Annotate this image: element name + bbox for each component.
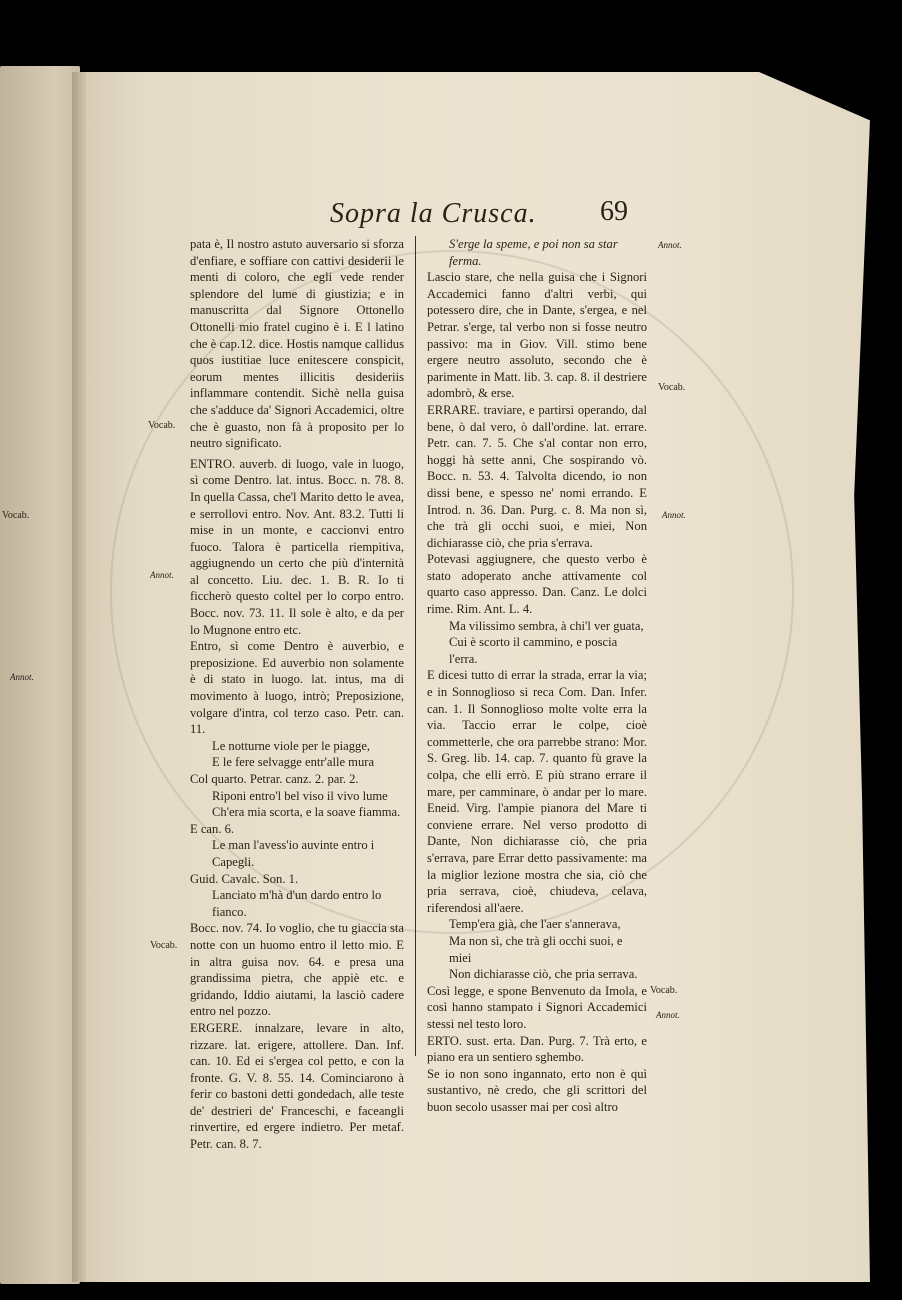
paragraph: Così legge, e spone Benvenuto da Imola, e così hanno stampato i Signori Accademici stessi nel testo loro. <box>427 983 647 1031</box>
page-gutter <box>72 72 86 1282</box>
verse-line: Cui è scorto il cammino, e poscia l'erra. <box>449 635 618 666</box>
margin-note: Annot. <box>10 672 34 682</box>
running-title: Sopra la Crusca. <box>330 198 537 229</box>
paragraph: ERRARE. traviare, e partirsi operando, dal bene, ò dal vero, ò dall'ordine. lat. errare. Petr. can. 7. 5. Che s'al contar non erro, hoggi hà sette anni, Che sospirando vò. Bocc. n. 53. 4. Talvolta dicendo, io non dissi bene, e spesso ne' nomi errando. E Introd. n. 36. Dan. Purg. c. 8. Ma non sì, che trà gli occhi suoi, e miei, Non dichiarasse ciò, che pria s'errava. <box>427 402 647 550</box>
left-column <box>190 236 404 1153</box>
margin-note: Vocab. <box>650 985 678 996</box>
margin-note: Annot. <box>150 570 174 580</box>
paragraph: Lascio stare, che nella guisa che i Signori Accademici fanno d'altri verbi, qui potessero dire, che in Dante, s'ergea, e nel Petrar. s'erge, tal verbo non si fosse neutro passivo: ma in Giov. Vill. stimo bene ergere neutro assoluto, secondo che è parimente in Matt. lib. 3. cap. 8. il destriere adombrò, & erse. <box>427 270 647 401</box>
verse-line: Ma non sì, che trà gli occhi suoi, e miei <box>449 933 623 965</box>
margin-note: Vocab. <box>148 420 176 431</box>
margin-note: Vocab. <box>658 382 686 393</box>
verse-line: S'erge la speme, e poi non sa star ferma. <box>449 237 618 268</box>
margin-note: Annot. <box>656 1010 680 1020</box>
page-number: 69 <box>600 196 628 227</box>
verse-line: E le fere selvagge entr'alle mura <box>212 755 375 770</box>
paragraph: ENTRO. auverb. di luogo, vale in luogo, sì come Dentro. lat. intus. Bocc. n. 78. 8. In quella Cassa, che'l Marito detto le avea, e serrollovi entro. Nov. Ant. 83.2. Tutti li mise in un monte, e caccionvi entro fuoco. Talora è particella riempitiva, aggiugnendo un certo che più d'internità al concetto. Liu. dec. 1. B. R. Io ti ficcherò questo coltel per lo corpo entro. Bocc. nov. 73. 11. Il sole è alto, e da per lo Mugnone entro etc. <box>190 456 404 637</box>
margin-note: Annot. <box>662 510 686 520</box>
paragraph: Potevasi aggiugnere, che questo verbo è stato adoperato anche attivamente col quarto caso appresso. Dan. Canz. Le dolci rime. Rim. Ant. L. 4. <box>427 552 647 617</box>
paragraph: ERTO. sust. erta. Dan. Purg. 7. Trà erto, e piano era un sentiero sghembo. <box>427 1033 647 1065</box>
paragraph: E dicesi tutto di errar la strada, errar la via; e in Sonnoglioso si reca Com. Dan. Infer. can. 1. Il Sonnoglioso molte volte erra la via. Taccio errar le colpe, cioè commetterle, che ora parrebbe strano: Mor. S. Greg. lib. 14. cap. 7. quanto fù grave la colpa, che elli errò. E più strano errare il mare, per camminare, ò andar per lo mare. Eneid. Virg. l'ampie pianora del Mare ti conviene errare. Nel verso prodotto di Dante, Non dichiarasse ciò, che pria s'errava, pare Errar detto passivamente: ma la miglior lezione mostra che sia, ciò che pria serrava, cioè, chiudeva, celava, riferendosi all'aere. <box>427 668 647 915</box>
verse-line: Non dichiarasse ciò, che pria serrava. <box>449 967 638 982</box>
paragraph: Col quarto. Petrar. canz. 2. par. 2. <box>190 772 359 786</box>
paragraph: E can. 6. <box>190 821 235 836</box>
paragraph: Entro, sì come Dentro è auverbio, e preposizione. Ed auverbio non solamente è di stato in luogo. lat. intus, ma di movimento à luogo, intrò; Preposizione, volgare d'intra, col terzo caso. Petr. can. 11. <box>190 639 404 737</box>
right-column <box>427 236 647 1115</box>
verse-line: Lanciato m'hà d'un dardo entro lo fianco. <box>212 888 382 919</box>
margin-note: Annot. <box>658 240 682 250</box>
running-header <box>330 198 690 234</box>
column-rule <box>415 236 416 1056</box>
verse-line: Le notturne viole per le piagge, <box>212 738 371 753</box>
paragraph: Guid. Cavalc. Son. 1. <box>190 871 299 886</box>
verse-line: Ch'era mia scorta, e la soave fiamma. <box>212 805 401 820</box>
verse-line: Le man l'avess'io auvinte entro i Capegli. <box>212 838 375 869</box>
paragraph: ERGERE. innalzare, levare in alto, rizzare. lat. erigere, attollere. Dan. Inf. can. 10. Ed ei s'ergea col petto, e con la fronte. G. V. 8. 55. 14. Cominciarono à ferir co bastoni detti gondedach, alle teste de' destrieri de' Franceschi, e faceangli rinvertire, ed ergere indietro. Per metaf. Petr. can. 8. 7. <box>190 1020 404 1152</box>
verse-line: Riponi entro'l bel viso il vivo lume <box>212 788 388 803</box>
verse-line: Ma vilissimo sembra, à chi'l ver guata, <box>449 618 644 633</box>
margin-note: Vocab. <box>150 940 178 951</box>
verse-line: Temp'era già, che l'aer s'annerava, <box>449 917 621 932</box>
paragraph: Se io non sono ingannato, erto non è quì sustantivo, nè credo, che gli scrittori del buon secolo usasser mai per così altro <box>427 1066 647 1114</box>
margin-note: Vocab. <box>2 510 30 521</box>
paragraph: pata è, Il nostro astuto auversario si sforza d'enfiare, e soffiare con cattivi desiderii le menti di coloro, che egli vede render splendore del lume di giustizia; e in manuscritta dal Signore Ottonello Ottonelli mio fratel cugino è i. E l latino che è cap.12. dice. Hostis namque callidus quos iustitiae luce enitescere conspicit, eorum mentes illicitis desideriis inflammare contendit. Sichè nella guisa che s'adduce da' Signori Accademici, oltre che è guasto, non fà à proposito per lo neutro significato. <box>190 237 404 451</box>
paragraph: Bocc. nov. 74. Io voglio, che tu giaccia sta notte con un huomo entro il letto mio. E in altra guisa nov. 64. e presa una grandissima pietra, che appiè etc. e gridando, Iddio aiutami, la lasciò cadere entro nel pozzo. <box>190 921 404 1019</box>
